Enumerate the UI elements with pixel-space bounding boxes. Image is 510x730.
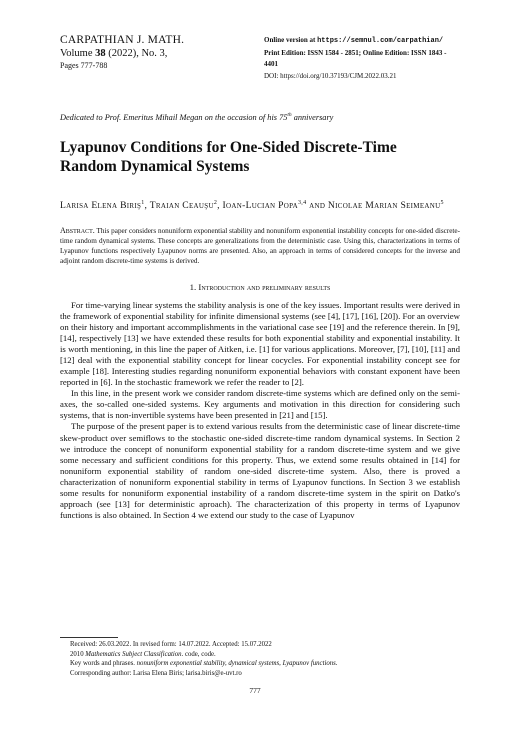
msc-year: 2010 <box>70 650 86 658</box>
online-url-link[interactable]: https://semnul.com/carpathian/ <box>317 37 444 45</box>
keywords-line <box>60 659 460 669</box>
dedication: Dedicated to Prof. Emeritus Mihail Megan on the occasion of his 75th anniversary <box>60 112 334 122</box>
journal-header <box>60 34 460 82</box>
paper-title <box>60 138 460 176</box>
volume-suffix: (2022), No. 3, <box>105 48 168 59</box>
doi-link[interactable]: DOI: https://doi.org/10.37193/CJM.2022.03.21 <box>264 71 397 80</box>
section-title: Introduction and preliminary results <box>198 281 331 292</box>
msc-line <box>60 650 460 660</box>
received-dates: Received: 26.03.2022. In revised form: 14.07.2022. Accepted: 15.07.2022 <box>70 641 272 648</box>
publication-info <box>264 34 460 82</box>
volume-number: 38 <box>95 48 106 59</box>
volume-prefix: Volume <box>60 48 96 59</box>
issn-line: Print Edition: ISSN 1584 - 2851; Online Edition: ISSN 1843 - 4401 <box>264 48 447 68</box>
abstract-label: Abstract. <box>60 225 95 235</box>
journal-info <box>60 34 184 82</box>
online-version-line <box>264 35 460 48</box>
paragraph: In this line, in the present work we consider random discrete-time systems which are defined only on the semi-axes, the so-called one-sided systems. Key arguments and motivation in this direction for considering such systems, that is non-invertible systems have been presented in [21] and [15]. <box>60 388 460 421</box>
title-line-2: Random Dynamical Systems <box>60 157 250 175</box>
journal-name: CARPATHIAN J. MATH. <box>60 34 185 46</box>
keywords: nonuniform exponential stability, dynamical systems, Lyapunov functions. <box>136 660 338 668</box>
section-number: 1. <box>189 281 199 292</box>
title-line-1: Lyapunov Conditions for One-Sided Discrete-Time <box>60 138 397 156</box>
keywords-label: Key words and phrases. <box>70 660 137 668</box>
online-prefix: Online version at <box>264 36 318 44</box>
page-number: 777 <box>249 686 261 695</box>
page-range: Pages 777-788 <box>60 61 108 70</box>
author-list: Larisa Elena Biriş$^1$, Traian Ceauşu$^2$, Ioan-Lucian Popa$^{3,4}$ and Nicolae Marian Seimeanu$^5$ <box>60 199 444 211</box>
msc-label: Mathematics Subject Classification. <box>85 650 184 658</box>
corresponding-author: Corresponding author: Larisa Elena Biris; larisa.biris@e-uvt.ro <box>70 669 242 677</box>
paragraph: For time-varying linear systems the stability analysis is one of the key issues. Important results were derived in the framework of exponential stability for infinite dimensional systems (see [4], [17], [16], [20]). For an overview on their history and important accommplishments in the variational case see [19] and the reference therein. In [9], [14], respectively [13] we have extended these results for both exponential stability and exponential instability. It is worth mentioning, in this line the paper of Aitken, i.e. [1] for various applications. Moreover, [7], [10], [11] and [12] deal with the exponential stability concept for linear cocycles. For exponential instability concept see for example [18]. Interesting studies regarding nonuniform exponential behaviors with constant exponent have been reported in [6]. In the stochastic framework we refer the reader to [2]. <box>60 299 460 388</box>
section-heading <box>60 282 460 292</box>
footnote-rule <box>60 637 118 638</box>
footnotes <box>60 640 460 678</box>
paper-page <box>60 34 460 521</box>
abstract-text: This paper considers nonuniform exponential stability and nonuniform exponential instability concepts for one-sided discrete-time random dynamical systems. These concepts are generalizations from the deterministic case. Using this, characterizations in terms of Lyapunov functions respectively Lyapunov norms are presented. Also, an approach in terms of considered concepts for the inverse and adjoint random discrete-time systems is derived. <box>60 226 460 265</box>
volume-line <box>60 47 184 60</box>
body-text <box>60 300 460 521</box>
abstract <box>60 226 460 266</box>
msc-codes: code, code. <box>183 650 216 658</box>
paragraph: The purpose of the present paper is to extend various results from the deterministic case of linear discrete-time skew-product over semiflows to the stochastic one-sided discrete-time random dynamical systems. In Section 2 we introduce the concept of nonuniform exponential stability for a random discrete-time system and we give some necessary and sufficient conditions for this property. Thus, we extend some results obtained in [14] for nonuniform exponential stability of random one-sided discrete-time system. Also, there is proved a characterization of nonuniform exponential stability in terms of Lyapunov functions. In Section 3 we establish some results for nonuniform exponential instability of a random discrete-time system in the spirit on Datko's approach (see [13] for deterministic aproach). The characterization of this property in terms of Lyapunov functions is also obtained. In Section 4 we extend our study to the case of Lyapunov <box>60 421 460 520</box>
